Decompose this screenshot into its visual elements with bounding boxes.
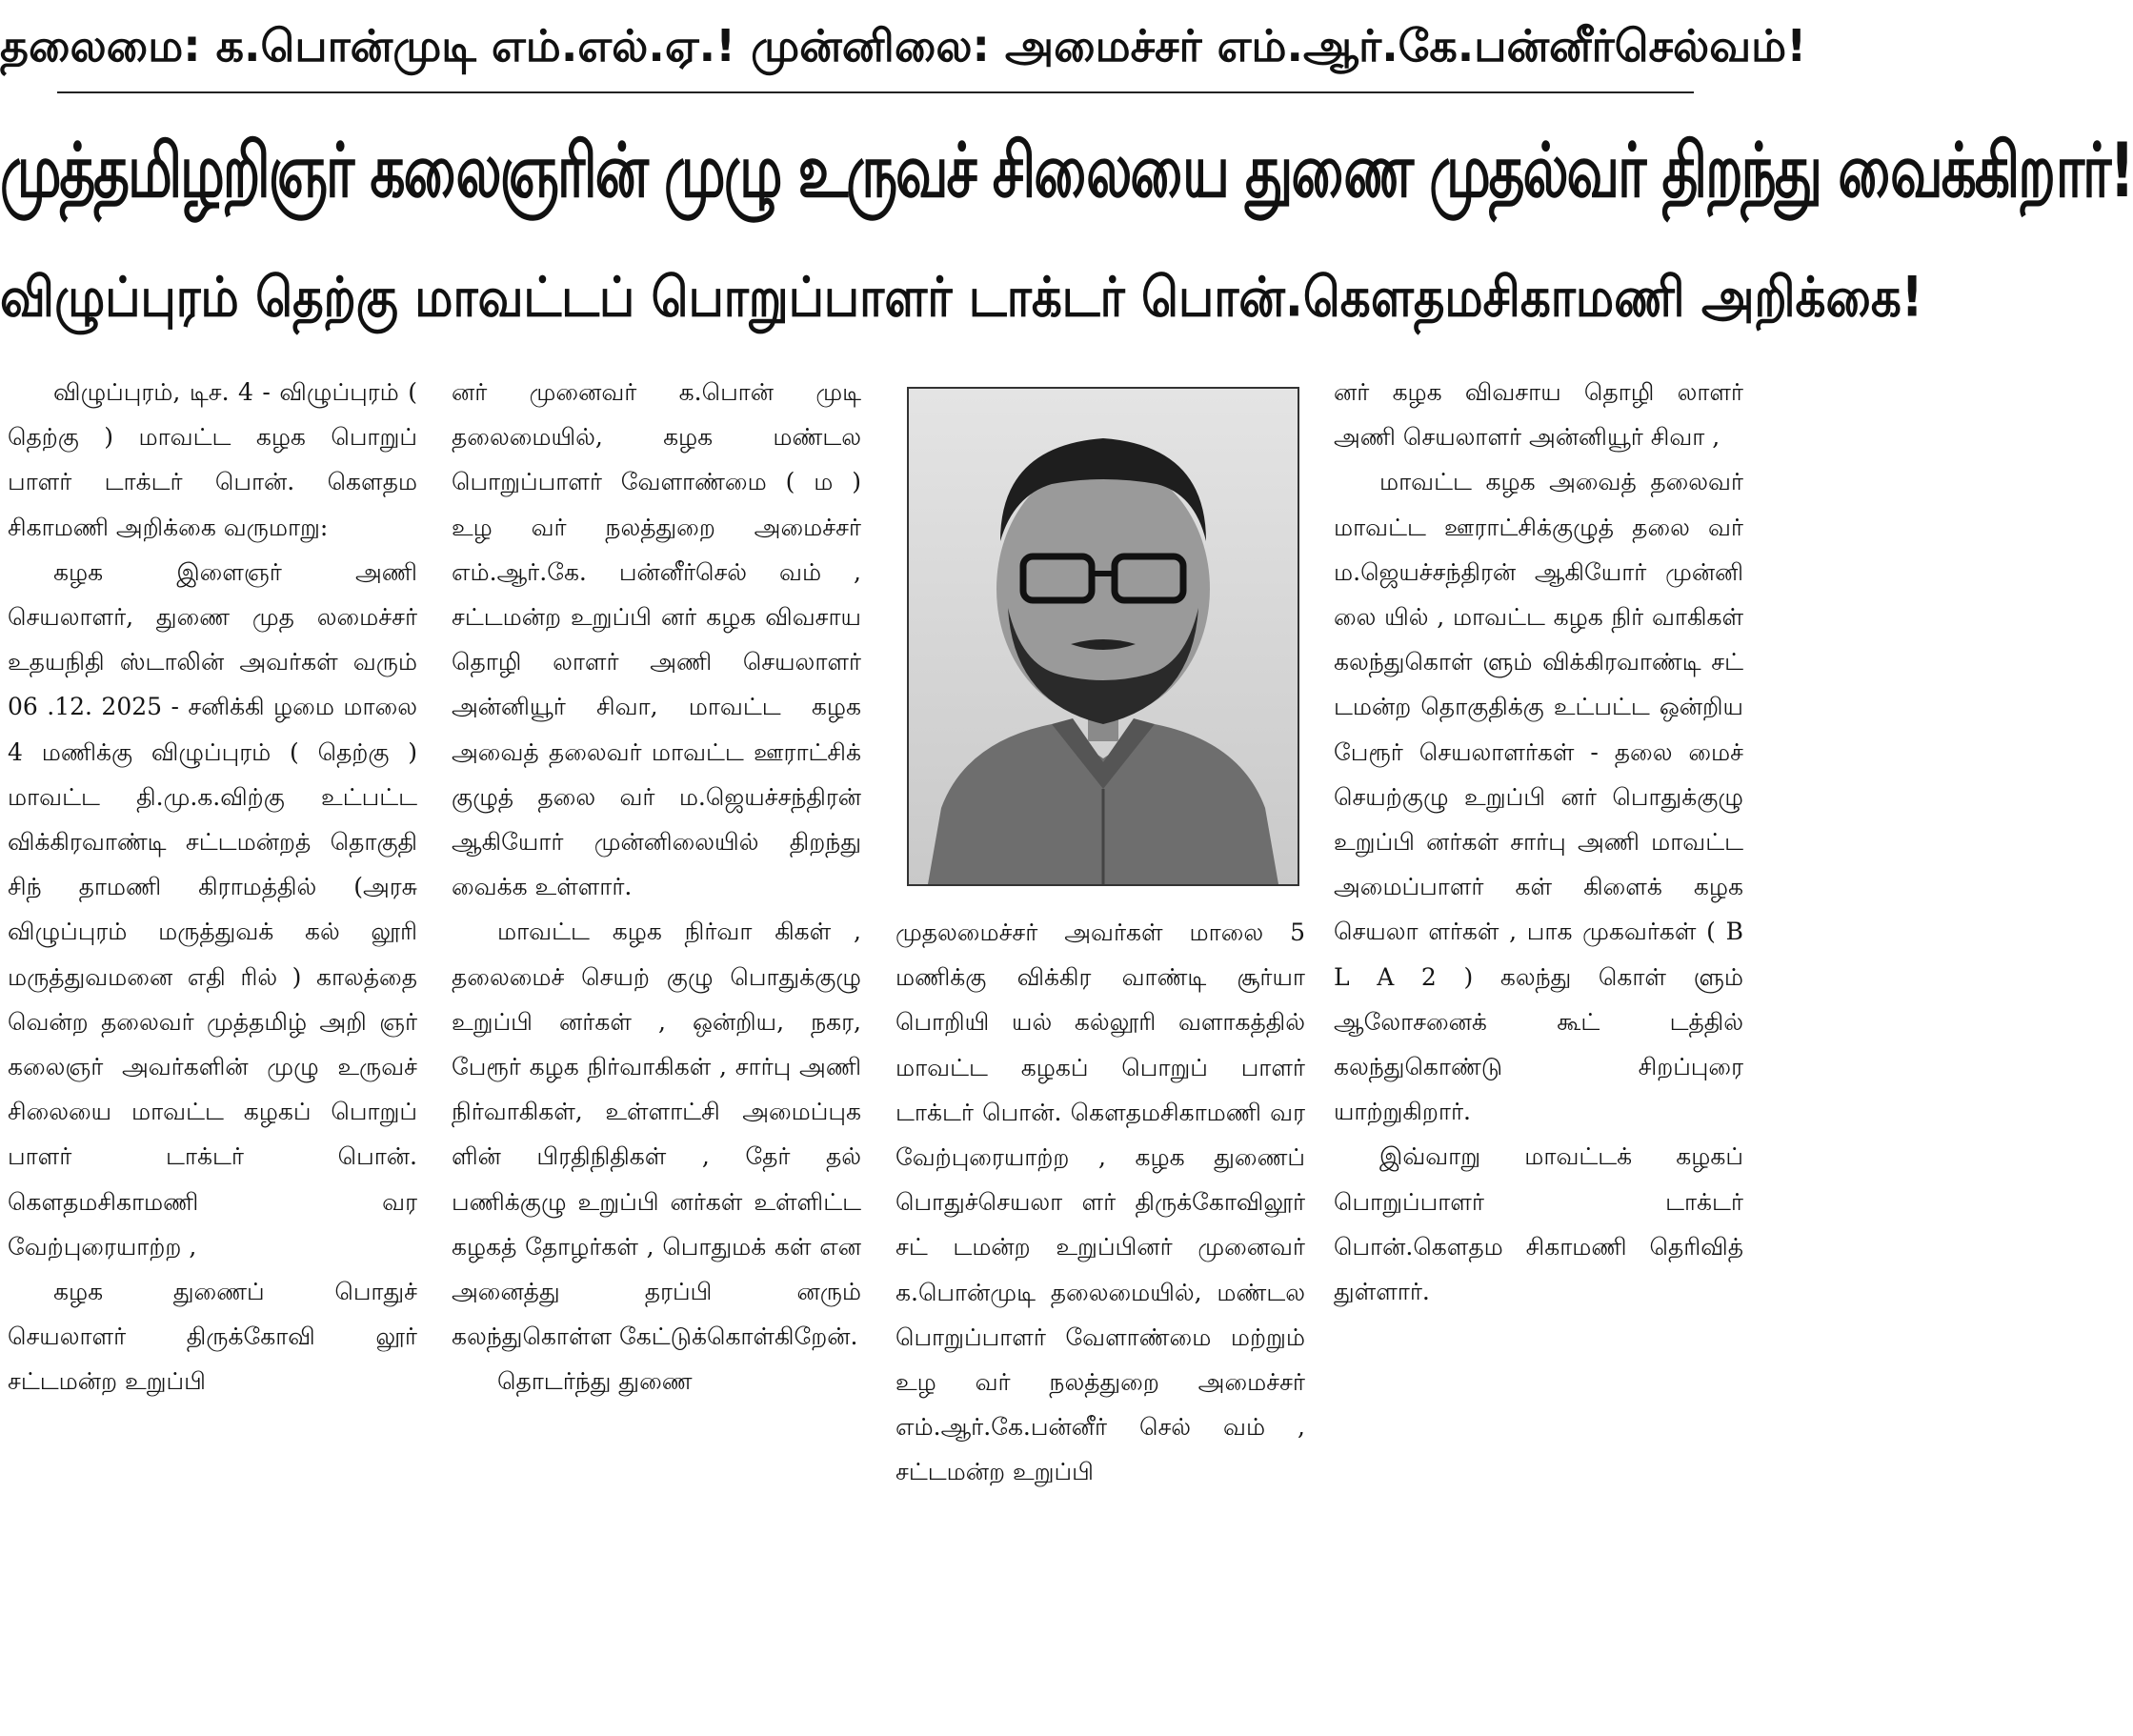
article-paragraph: கழக இளைஞர் அணி செயலாளர், துணை முத லமைச்சர் உதயநிதி ஸ்டாலின் அவர்கள் வரும் 06 .12. 2025 - சனிக்கி ழமை மாலை 4 மணிக்கு விழுப்புரம் ( தெற்கு ) மாவட்ட தி.மு.க.விற்கு உட்பட்ட விக்கிரவாண்டி சட்டமன்றத் தொகுதி சிந் தாமணி கிராமத்தில் (அரசு விழுப்புரம் மருத்துவக் கல் லூரி மருத்துவமனை எதி ரில் ) காலத்தை வென்ற தலைவர் முத்தமிழ் அறி ஞர் கலைஞர் அவர்களின் முழு உருவச் சிலையை மாவட்ட கழகப் பொறுப் பாளர் டாக்டர் பொன். கௌதமசிகாமணி வர வேற்புரையாற்ற ,	[8, 557, 417, 1261]
sub-headline: விழுப்புரம் தெற்கு மாவட்டப் பொறுப்பாளர் டாக்டர் பொன்.கௌதமசிகாமணி அறிக்கை!	[0, 265, 1923, 330]
article-column-4	[1334, 370, 1743, 1723]
portrait-photo	[907, 387, 1299, 886]
article-paragraph: னர் கழக விவசாய தொழி லாளர் அணி செயலாளர் அன்னியூர் சிவா ,	[1334, 378, 1743, 452]
article-column-1	[8, 370, 417, 1723]
article-column-3	[895, 910, 1305, 1720]
portrait-figure	[909, 389, 1298, 884]
article-paragraph: கழக துணைப் பொதுச் செயலாளர் திருக்கோவி லூர் சட்டமன்ற உறுப்பி	[8, 1278, 417, 1396]
article-paragraph: தொடர்ந்து துணை	[497, 1367, 693, 1396]
article-column-2	[452, 370, 861, 1723]
main-headline: முத்தமிழறிஞர் கலைஞரின் முழு உருவச் சிலையை துணை முதல்வர் திறந்து வைக்கிறார்!	[0, 127, 2133, 214]
article-paragraph: மாவட்ட கழக நிர்வா கிகள் , தலைமைச் செயற் குழு பொதுக்குழு உறுப்பி னர்கள் , ஒன்றிய, நகர, பேரூர் கழக நிர்வாகிகள் , சார்பு அணி நிர்வாகிகள், உள்ளாட்சி அமைப்புக ளின் பிரதிநிதிகள் , தேர் தல் பணிக்குழு உறுப்பி னர்கள் உள்ளிட்ட கழகத் தோழர்கள் , பொதுமக் கள் என அனைத்து தரப்பி னரும் கலந்துகொள்ள கேட்டுக்கொள்கிறேன்.	[452, 918, 861, 1351]
article-paragraph: மாவட்ட கழக அவைத் தலைவர் மாவட்ட ஊராட்சிக்குழுத் தலை வர் ம.ஜெயச்சந்திரன் ஆகியோர் முன்னி லை யில் , மாவட்ட கழக நிர் வாகிகள் கலந்துகொள் ளும் விக்கிரவாண்டி சட் டமன்ற தொகுதிக்கு உட்பட்ட ஒன்றிய பேரூர் செயலாளர்கள் - தலை மைச் செயற்குழு உறுப்பி னர் பொதுக்குழு உறுப்பி னர்கள் சார்பு அணி மாவட்ட அமைப்பாளர் கள் கிளைக் கழக செயலா ளர்கள் , பாக முகவர்கள் ( B L A 2 ) கலந்து கொள் ளும் ஆலோசனைக் கூட் டத்தில் கலந்துகொண்டு சிறப்புரை யாற்றுகிறார்.	[1334, 468, 1743, 1126]
article-paragraph: முதலமைச்சர் அவர்கள் மாலை 5 மணிக்கு விக்கிர வாண்டி சூர்யா பொறியி யல் கல்லூரி வளாகத்தில் மாவட்ட கழகப் பொறுப் பாளர் டாக்டர் பொன். கௌதமசிகாமணி வர வேற்புரையாற்ற , கழக துணைப் பொதுச்செயலா ளர் திருக்கோவிலூர் சட் டமன்ற உறுப்பினர் முனைவர் க.பொன்முடி தலைமையில், மண்டல பொறுப்பாளர் வேளாண்மை மற்றும் உழ வர் நலத்துறை அமைச்சர் எம்.ஆர்.கே.பன்னீர் செல் வம் , சட்டமன்ற உறுப்பி	[895, 918, 1305, 1486]
article-paragraph: விழுப்புரம், டிச. 4 - விழுப்புரம் ( தெற்கு ) மாவட்ட கழக பொறுப் பாளர் டாக்டர் பொன். கௌதம சிகாமணி அறிக்கை வருமாறு:	[8, 378, 417, 541]
article-paragraph: னர் முனைவர் க.பொன் முடி தலைமையில், கழக மண்டல பொறுப்பாளர் வேளாண்மை ( ம ) உழ வர் நலத்துறை அமைச்சர் எம்.ஆர்.கே. பன்னீர்செல் வம் , சட்டமன்ற உறுப்பி னர் கழக விவசாய தொழி லாளர் அணி செயலாளர் அன்னியூர் சிவா, மாவட்ட கழக அவைத் தலைவர் மாவட்ட ஊராட்சிக் குழுத் தலை வர் ம.ஜெயச்சந்திரன் ஆகியோர் முன்னிலையில் திறந்து வைக்க உள்ளார்.	[452, 378, 861, 901]
article-paragraph: இவ்வாறு மாவட்டக் கழகப் பொறுப்பாளர் டாக்டர் பொன்.கௌதம சிகாமணி தெரிவித் துள்ளார்.	[1334, 1142, 1743, 1306]
top-headline: தலைமை: க.பொன்முடி எம்.எல்.ஏ.! முன்னிலை: அமைச்சர் எம்.ஆர்.கே.பன்னீர்செல்வம்!	[0, 20, 1807, 71]
